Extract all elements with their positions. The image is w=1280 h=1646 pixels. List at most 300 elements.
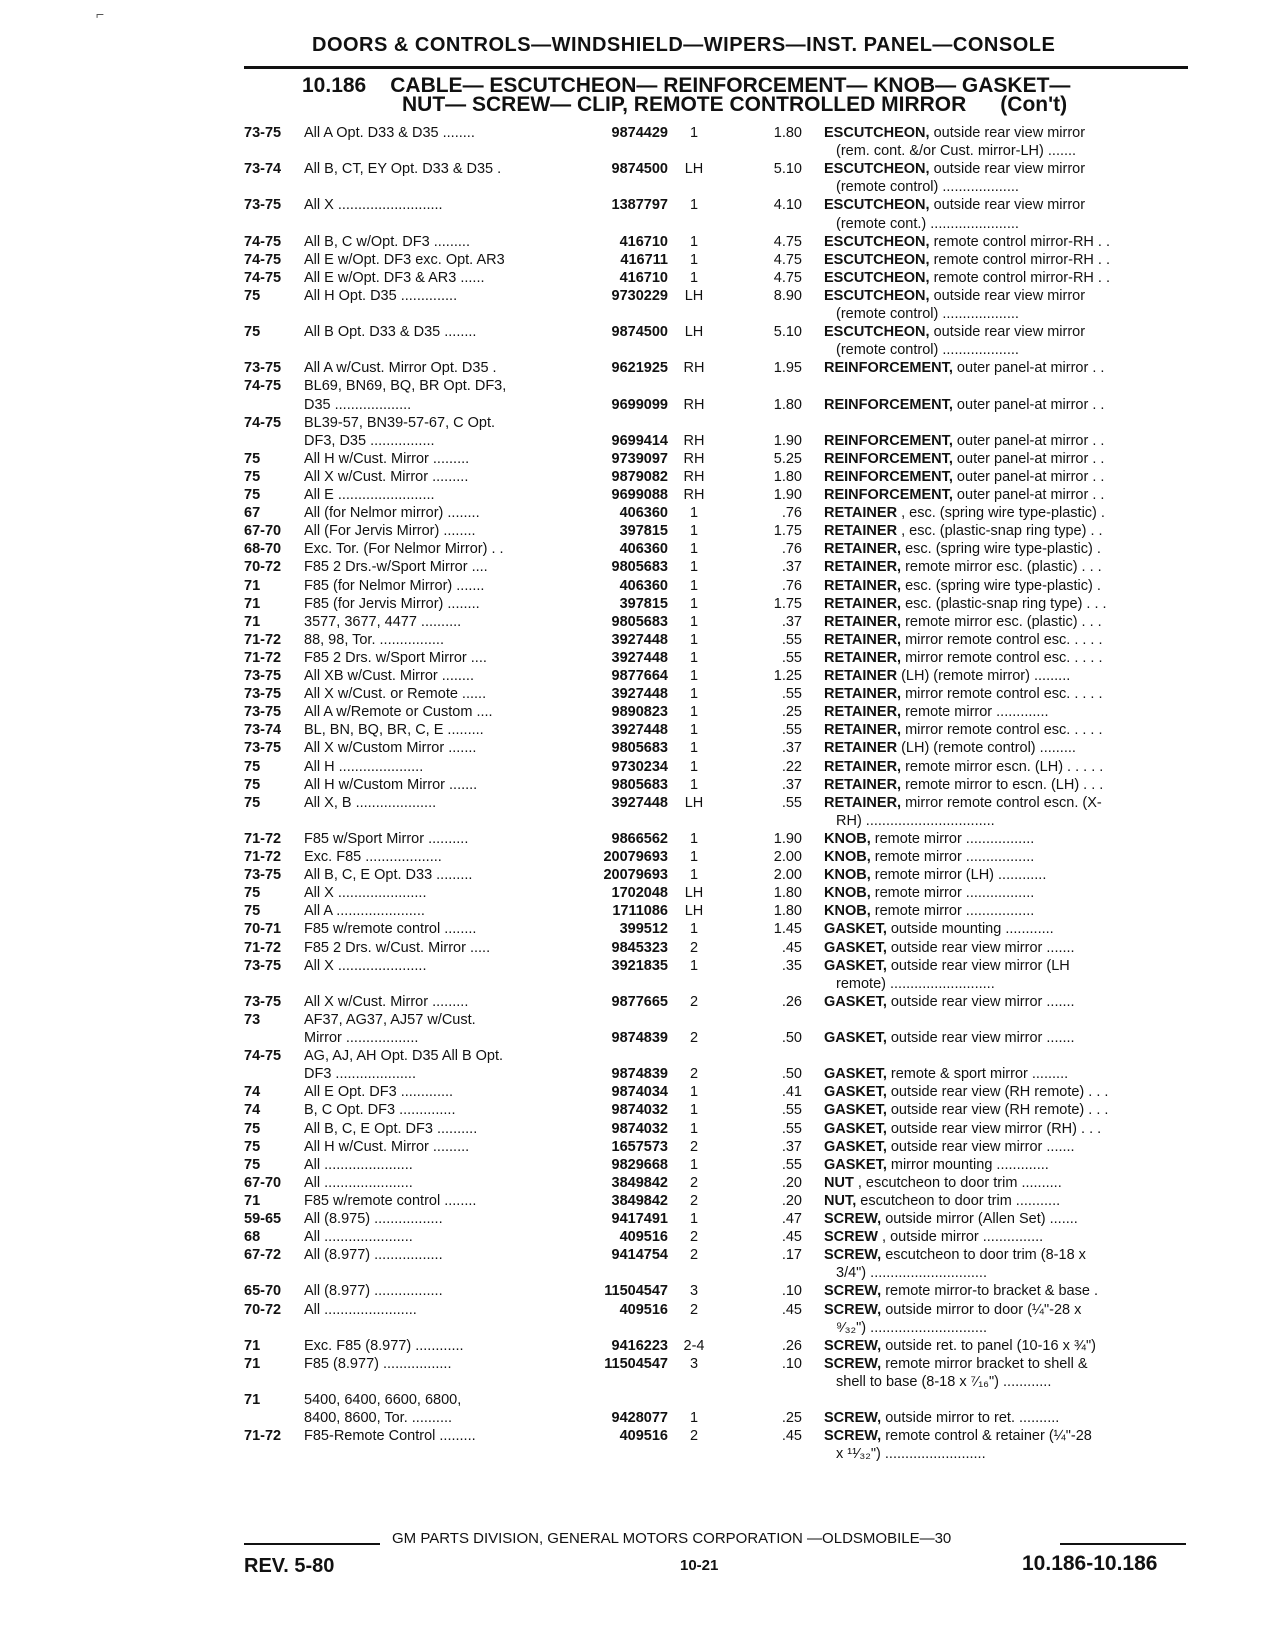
row-years: 71 bbox=[244, 1337, 261, 1354]
row-part-detail: outside rear view mirror bbox=[929, 125, 1086, 141]
row-application: 3577, 3677, 4477 .......... bbox=[304, 613, 462, 630]
row-part-detail: remote mirror esc. (plastic) . . . bbox=[901, 559, 1102, 576]
row-quantity: LH bbox=[684, 885, 704, 902]
table-row bbox=[0, 432, 1280, 450]
row-years: 73-74 bbox=[244, 722, 282, 739]
row-part-name: RETAINER, bbox=[824, 577, 902, 594]
table-row bbox=[0, 957, 1280, 975]
row-part-detail: mirror remote control escn. (X- bbox=[901, 794, 1102, 811]
row-description bbox=[824, 577, 1194, 595]
row-description bbox=[824, 1373, 1206, 1391]
row-years: 70-72 bbox=[244, 1301, 282, 1318]
table-row bbox=[0, 558, 1280, 576]
row-price: .55 bbox=[781, 1156, 802, 1173]
row-years: 73 bbox=[244, 1011, 261, 1028]
row-application: Exc. F85 ................... bbox=[304, 849, 442, 865]
row-price: .25 bbox=[781, 1410, 802, 1427]
row-quantity: LH bbox=[684, 287, 704, 304]
row-quantity: LH bbox=[684, 903, 704, 920]
table-row bbox=[0, 522, 1280, 540]
row-part-detail: ⁹⁄₃₂") ............................. bbox=[836, 1319, 987, 1336]
table-row bbox=[0, 1011, 1280, 1029]
row-part-number: 9890823 bbox=[611, 704, 668, 721]
row-part-detail: (remote control) ................... bbox=[836, 306, 1019, 322]
table-row bbox=[0, 939, 1280, 957]
row-quantity: RH bbox=[683, 432, 705, 449]
row-quantity: RH bbox=[683, 396, 705, 413]
row-price: .37 bbox=[781, 1138, 802, 1155]
row-application: All ...................... bbox=[304, 1156, 413, 1173]
row-part-number: 3849842 bbox=[611, 1174, 668, 1191]
row-application: All A ...................... bbox=[304, 903, 425, 920]
row-years: 74-75 bbox=[244, 1048, 282, 1065]
row-part-number: 406360 bbox=[619, 541, 668, 558]
row-price: 1.25 bbox=[773, 668, 802, 684]
row-description bbox=[824, 269, 1194, 287]
row-description bbox=[824, 595, 1194, 613]
row-part-name: SCREW, bbox=[824, 1211, 882, 1227]
row-application: All X, B .................... bbox=[304, 794, 437, 811]
row-part-name: SCREW bbox=[824, 1229, 878, 1246]
table-row bbox=[0, 685, 1280, 703]
row-application: All X .......................... bbox=[304, 197, 443, 214]
table-row bbox=[0, 1301, 1280, 1319]
row-part-detail: outside rear view mirror bbox=[929, 161, 1086, 178]
row-years: 73-75 bbox=[244, 686, 282, 703]
row-price: .35 bbox=[781, 957, 802, 974]
row-price: 2.00 bbox=[773, 867, 802, 884]
row-part-name: RETAINER, bbox=[824, 722, 902, 739]
row-quantity: 1 bbox=[689, 830, 699, 847]
row-application: F85 w/Sport Mirror .......... bbox=[304, 830, 469, 847]
row-application: AG, AJ, AH Opt. D35 All B Opt. bbox=[304, 1048, 504, 1065]
row-price: 1.75 bbox=[773, 523, 802, 540]
row-description bbox=[824, 522, 1194, 540]
row-description bbox=[824, 1355, 1194, 1373]
row-price: .76 bbox=[781, 505, 802, 522]
row-part-detail: outer panel-at mirror . . bbox=[952, 432, 1105, 449]
table-row bbox=[0, 993, 1280, 1011]
row-part-detail: outside mirror to ret. .......... bbox=[881, 1410, 1060, 1427]
row-price: 4.10 bbox=[773, 197, 802, 214]
row-description bbox=[824, 142, 1206, 160]
row-quantity: 2 bbox=[689, 1066, 699, 1083]
row-part-detail: remote mirror ................. bbox=[870, 885, 1035, 902]
footer-section-range: 10.186-10.186 bbox=[1022, 1552, 1158, 1575]
row-part-detail: remote control mirror-RH . . bbox=[929, 269, 1111, 286]
scan-binder-mark: ⌐ bbox=[96, 6, 105, 22]
header-rule bbox=[244, 66, 1188, 69]
row-part-detail: remote mirror ................. bbox=[870, 830, 1035, 847]
row-application: All B, CT, EY Opt. D33 & D35 . bbox=[304, 161, 502, 178]
row-part-detail: mirror remote control esc. . . . . bbox=[901, 649, 1103, 666]
table-row bbox=[0, 1373, 1280, 1391]
row-quantity: 1 bbox=[689, 1102, 699, 1119]
table-row bbox=[0, 396, 1280, 414]
table-row bbox=[0, 160, 1280, 178]
row-years: 74-75 bbox=[244, 414, 282, 431]
table-row bbox=[0, 1120, 1280, 1138]
row-part-name: SCREW, bbox=[824, 1410, 882, 1427]
footer-division-line: GM PARTS DIVISION, GENERAL MOTORS CORPORATION —OLDSMOBILE—30 bbox=[392, 1530, 952, 1547]
row-price: .50 bbox=[781, 1066, 802, 1083]
table-row bbox=[0, 1029, 1280, 1047]
row-price: 1.90 bbox=[773, 487, 802, 503]
row-part-number: 409516 bbox=[619, 1301, 668, 1318]
row-part-detail: outside ret. to panel (10-16 x ¾") bbox=[881, 1337, 1096, 1354]
row-price: .10 bbox=[781, 1283, 802, 1300]
row-description bbox=[824, 1264, 1206, 1282]
row-part-number: 9730234 bbox=[611, 758, 668, 775]
row-quantity: 1 bbox=[689, 704, 699, 721]
row-years: 71-72 bbox=[244, 649, 282, 666]
table-row bbox=[0, 902, 1280, 920]
row-price: 2.00 bbox=[773, 849, 802, 865]
row-quantity: 1 bbox=[689, 505, 699, 522]
row-part-number: 1711086 bbox=[612, 903, 668, 920]
row-price: .25 bbox=[781, 704, 802, 721]
row-part-number: 3927448 bbox=[611, 794, 668, 811]
row-part-name: KNOB, bbox=[824, 867, 871, 884]
row-years: 74-75 bbox=[244, 233, 282, 250]
row-part-name: SCREW, bbox=[824, 1301, 882, 1318]
row-quantity: 1 bbox=[689, 523, 699, 540]
row-quantity: 1 bbox=[689, 197, 699, 214]
row-price: 4.75 bbox=[773, 251, 802, 268]
row-part-number: 399512 bbox=[619, 921, 668, 938]
row-years: 71-72 bbox=[244, 830, 282, 847]
row-application: All A Opt. D33 & D35 ........ bbox=[304, 125, 475, 141]
row-part-detail: outside rear view mirror ....... bbox=[886, 993, 1075, 1010]
row-part-number: 9879082 bbox=[611, 468, 668, 485]
row-part-name: GASKET, bbox=[824, 1030, 887, 1046]
row-years: 75 bbox=[244, 1156, 261, 1173]
row-part-detail: outside rear view mirror ....... bbox=[886, 939, 1075, 956]
row-application: F85-Remote Control ......... bbox=[304, 1428, 476, 1445]
row-quantity: 1 bbox=[689, 1120, 699, 1137]
row-application: F85 w/remote control ........ bbox=[304, 921, 477, 938]
row-years: 71 bbox=[244, 1192, 261, 1209]
row-part-name: RETAINER, bbox=[824, 613, 902, 630]
row-description bbox=[824, 504, 1194, 522]
row-part-name: RETAINER, bbox=[824, 631, 902, 648]
row-description bbox=[824, 287, 1194, 305]
row-price: 1.80 bbox=[773, 903, 802, 920]
row-application: All H ..................... bbox=[304, 758, 424, 775]
row-part-number: 9805683 bbox=[611, 559, 668, 576]
subsection-heading bbox=[302, 76, 1182, 114]
row-price: 1.80 bbox=[773, 468, 802, 485]
row-description bbox=[824, 396, 1194, 414]
row-part-detail: esc. (spring wire type-plastic) . bbox=[901, 577, 1101, 594]
table-row bbox=[0, 1246, 1280, 1264]
row-part-number: 9874429 bbox=[611, 125, 668, 141]
row-application: All H w/Custom Mirror ....... bbox=[304, 776, 478, 793]
row-years: 68 bbox=[244, 1229, 261, 1246]
row-quantity: RH bbox=[683, 487, 705, 503]
row-years: 74-75 bbox=[244, 378, 282, 395]
table-row bbox=[0, 1355, 1280, 1373]
row-quantity: 1 bbox=[689, 1410, 699, 1427]
table-row bbox=[0, 920, 1280, 938]
row-part-name: RETAINER bbox=[824, 505, 898, 522]
row-application: All XB w/Cust. Mirror ........ bbox=[304, 668, 474, 684]
row-application: DF3, D35 ................ bbox=[304, 432, 435, 449]
row-description bbox=[824, 1210, 1194, 1228]
row-years: 71-72 bbox=[244, 939, 282, 956]
row-application: F85 2 Drs. w/Cust. Mirror ..... bbox=[304, 939, 491, 956]
row-part-detail: remote) .......................... bbox=[836, 975, 995, 992]
row-part-number: 9874839 bbox=[611, 1066, 668, 1083]
section-title: DOORS & CONTROLS—WINDSHIELD—WIPERS—INST. PANEL—CONSOLE bbox=[312, 34, 1056, 56]
row-description bbox=[824, 957, 1194, 975]
table-row bbox=[0, 613, 1280, 631]
row-part-detail: outside rear view mirror bbox=[929, 197, 1086, 214]
row-part-name: SCREW, bbox=[824, 1355, 882, 1372]
row-quantity: 3 bbox=[689, 1355, 699, 1372]
row-part-number: 9805683 bbox=[611, 613, 668, 630]
row-part-number: 9874839 bbox=[611, 1030, 668, 1046]
row-part-number: 406360 bbox=[619, 577, 668, 594]
table-row bbox=[0, 721, 1280, 739]
row-price: .22 bbox=[781, 758, 802, 775]
table-row bbox=[0, 215, 1280, 233]
row-application: All A w/Cust. Mirror Opt. D35 . bbox=[304, 360, 497, 377]
row-part-number: 9829668 bbox=[611, 1156, 668, 1173]
row-description bbox=[824, 1282, 1194, 1300]
row-part-number: 416711 bbox=[620, 251, 668, 268]
row-years: 74-75 bbox=[244, 269, 282, 286]
row-part-number: 9699414 bbox=[611, 432, 668, 449]
row-description bbox=[824, 1228, 1194, 1246]
row-years: 70-72 bbox=[244, 559, 282, 576]
row-part-name: GASKET, bbox=[824, 957, 887, 974]
row-application: All B, C, E Opt. DF3 .......... bbox=[304, 1120, 478, 1137]
row-quantity: 2 bbox=[689, 1174, 699, 1191]
row-part-detail: (LH) (remote mirror) ......... bbox=[897, 668, 1071, 684]
row-quantity: 1 bbox=[689, 722, 699, 739]
row-years: 75 bbox=[244, 1120, 261, 1137]
row-description bbox=[824, 558, 1194, 576]
row-application: F85 (8.977) ................. bbox=[304, 1355, 452, 1372]
row-part-detail: escutcheon to door trim (8-18 x bbox=[881, 1247, 1086, 1264]
row-part-name: RETAINER, bbox=[824, 541, 902, 558]
row-part-number: 1387797 bbox=[611, 197, 668, 214]
row-application: D35 ................... bbox=[304, 396, 412, 413]
row-description bbox=[824, 323, 1194, 341]
row-description bbox=[824, 920, 1194, 938]
row-part-name: GASKET, bbox=[824, 1066, 887, 1083]
row-description bbox=[824, 1246, 1194, 1264]
row-quantity: 1 bbox=[689, 577, 699, 594]
row-price: .37 bbox=[781, 613, 802, 630]
row-part-detail: outside rear view (RH remote) . . . bbox=[886, 1084, 1109, 1101]
row-years: 74 bbox=[244, 1084, 261, 1101]
row-description bbox=[824, 1319, 1206, 1337]
table-row bbox=[0, 540, 1280, 558]
row-years: 68-70 bbox=[244, 541, 282, 558]
row-description bbox=[824, 1337, 1194, 1355]
row-description bbox=[824, 160, 1194, 178]
row-description bbox=[824, 540, 1194, 558]
row-description bbox=[824, 776, 1194, 794]
row-part-detail: mirror mounting ............. bbox=[886, 1156, 1049, 1173]
row-part-name: REINFORCEMENT, bbox=[824, 487, 953, 503]
row-years: 75 bbox=[244, 487, 261, 503]
row-description bbox=[824, 432, 1194, 450]
row-years: 71-72 bbox=[244, 849, 282, 865]
footer-revision: REV. 5-80 bbox=[244, 1555, 335, 1577]
row-application: All B Opt. D33 & D35 ........ bbox=[304, 324, 477, 341]
row-price: .37 bbox=[781, 740, 802, 757]
row-part-name: ESCUTCHEON, bbox=[824, 197, 930, 214]
row-quantity: 1 bbox=[689, 776, 699, 793]
row-part-detail: , esc. (plastic-snap ring type) . . bbox=[897, 523, 1103, 540]
row-part-detail: (remote control) ................... bbox=[836, 342, 1019, 359]
row-quantity: 1 bbox=[689, 269, 699, 286]
row-description bbox=[824, 1083, 1194, 1101]
table-row bbox=[0, 233, 1280, 251]
row-description bbox=[824, 1174, 1194, 1192]
row-part-detail: outer panel-at mirror . . bbox=[952, 487, 1105, 503]
row-part-name: REINFORCEMENT, bbox=[824, 450, 953, 467]
row-part-detail: remote mirror ................. bbox=[870, 849, 1035, 865]
row-years: 74 bbox=[244, 1102, 261, 1119]
row-price: .55 bbox=[781, 631, 802, 648]
row-years: 71-72 bbox=[244, 1428, 282, 1445]
row-part-name: KNOB, bbox=[824, 830, 871, 847]
table-row bbox=[0, 1192, 1280, 1210]
row-part-name: SCREW, bbox=[824, 1337, 882, 1354]
row-price: .55 bbox=[781, 649, 802, 666]
row-part-name: NUT bbox=[824, 1174, 854, 1191]
row-quantity: 1 bbox=[689, 559, 699, 576]
row-application: All (8.977) ................. bbox=[304, 1283, 443, 1300]
row-part-detail: outside rear view (RH remote) . . . bbox=[886, 1102, 1109, 1119]
row-years: 75 bbox=[244, 324, 261, 341]
table-row bbox=[0, 1409, 1280, 1427]
table-row bbox=[0, 758, 1280, 776]
table-row bbox=[0, 1445, 1280, 1463]
row-part-detail: remote mirror (LH) ............ bbox=[870, 867, 1047, 884]
row-description bbox=[824, 1120, 1194, 1138]
row-years: 73-75 bbox=[244, 704, 282, 721]
row-quantity: 2 bbox=[689, 1030, 699, 1046]
table-row bbox=[0, 975, 1280, 993]
row-part-number: 9874034 bbox=[611, 1084, 668, 1101]
row-part-number: 9805683 bbox=[611, 776, 668, 793]
table-row bbox=[0, 504, 1280, 522]
row-part-name: GASKET, bbox=[824, 1120, 887, 1137]
table-row bbox=[0, 794, 1280, 812]
row-part-detail: (rem. cont. &/or Cust. mirror-LH) ....... bbox=[836, 143, 1077, 160]
row-application: All X w/Cust. Mirror ......... bbox=[304, 993, 469, 1010]
row-part-detail: remote mirror escn. (LH) . . . . . bbox=[901, 758, 1104, 775]
row-quantity: LH bbox=[684, 794, 704, 811]
row-part-number: 406360 bbox=[619, 505, 668, 522]
row-part-name: REINFORCEMENT, bbox=[824, 432, 953, 449]
row-part-name: RETAINER bbox=[824, 668, 898, 684]
row-application: All X w/Custom Mirror ....... bbox=[304, 740, 477, 757]
row-price: .55 bbox=[781, 794, 802, 811]
row-part-detail: , escutcheon to door trim .......... bbox=[853, 1174, 1062, 1191]
row-part-detail: outside rear view mirror (LH bbox=[886, 957, 1070, 974]
row-part-detail: remote mirror to escn. (LH) . . . bbox=[901, 776, 1104, 793]
row-years: 73-75 bbox=[244, 867, 282, 884]
row-years: 75 bbox=[244, 885, 261, 902]
table-row bbox=[0, 251, 1280, 269]
row-quantity: 2 bbox=[689, 1192, 699, 1209]
row-part-name: SCREW, bbox=[824, 1283, 882, 1300]
row-description bbox=[824, 1029, 1194, 1047]
row-description bbox=[824, 196, 1194, 214]
table-row bbox=[0, 884, 1280, 902]
row-years: 67-72 bbox=[244, 1247, 282, 1264]
row-description bbox=[824, 830, 1194, 848]
row-quantity: 1 bbox=[689, 595, 699, 612]
row-application: All E Opt. DF3 ............. bbox=[304, 1084, 454, 1101]
table-row bbox=[0, 1174, 1280, 1192]
row-years: 73-74 bbox=[244, 161, 282, 178]
table-row bbox=[0, 178, 1280, 196]
row-part-name: KNOB, bbox=[824, 849, 871, 865]
row-part-detail: (LH) (remote control) ......... bbox=[897, 740, 1076, 757]
row-price: .55 bbox=[781, 686, 802, 703]
row-application: All X ...................... bbox=[304, 957, 427, 974]
table-row bbox=[0, 848, 1280, 866]
row-application: All H Opt. D35 .............. bbox=[304, 287, 458, 304]
row-part-detail: outside mounting ............ bbox=[886, 921, 1054, 938]
row-quantity: 1 bbox=[689, 649, 699, 666]
row-years: 73-75 bbox=[244, 957, 282, 974]
row-part-name: ESCUTCHEON, bbox=[824, 125, 930, 141]
row-part-name: REINFORCEMENT, bbox=[824, 468, 953, 485]
table-row bbox=[0, 1264, 1280, 1282]
row-part-number: 9621925 bbox=[611, 360, 668, 377]
row-quantity: 1 bbox=[689, 668, 699, 684]
row-application: Exc. F85 (8.977) ............ bbox=[304, 1337, 464, 1354]
table-row bbox=[0, 595, 1280, 613]
row-application: All (8.977) ................. bbox=[304, 1247, 443, 1264]
row-quantity: 2 bbox=[689, 993, 699, 1010]
table-row bbox=[0, 287, 1280, 305]
row-application: DF3 .................... bbox=[304, 1066, 416, 1083]
row-part-name: RETAINER, bbox=[824, 649, 902, 666]
row-years: 75 bbox=[244, 776, 261, 793]
row-description bbox=[824, 848, 1194, 866]
row-description bbox=[824, 1065, 1194, 1083]
row-part-detail: esc. (spring wire type-plastic) . bbox=[901, 541, 1101, 558]
row-application: AF37, AG37, AJ57 w/Cust. bbox=[304, 1011, 476, 1028]
table-row bbox=[0, 1138, 1280, 1156]
row-part-number: 416710 bbox=[619, 269, 668, 286]
row-years: 75 bbox=[244, 468, 261, 485]
table-row bbox=[0, 776, 1280, 794]
row-quantity: RH bbox=[683, 468, 705, 485]
table-row bbox=[0, 1101, 1280, 1119]
row-part-name: ESCUTCHEON, bbox=[824, 324, 930, 341]
row-price: .45 bbox=[781, 1229, 802, 1246]
row-part-name: ESCUTCHEON, bbox=[824, 269, 930, 286]
row-application: All ...................... bbox=[304, 1174, 413, 1191]
row-description bbox=[824, 902, 1194, 920]
table-row bbox=[0, 649, 1280, 667]
table-row bbox=[0, 1391, 1280, 1409]
row-years: 73-75 bbox=[244, 125, 282, 141]
row-part-number: 11504547 bbox=[604, 1283, 668, 1300]
row-price: 1.90 bbox=[773, 830, 802, 847]
row-part-detail: mirror remote control esc. . . . . bbox=[901, 722, 1103, 739]
